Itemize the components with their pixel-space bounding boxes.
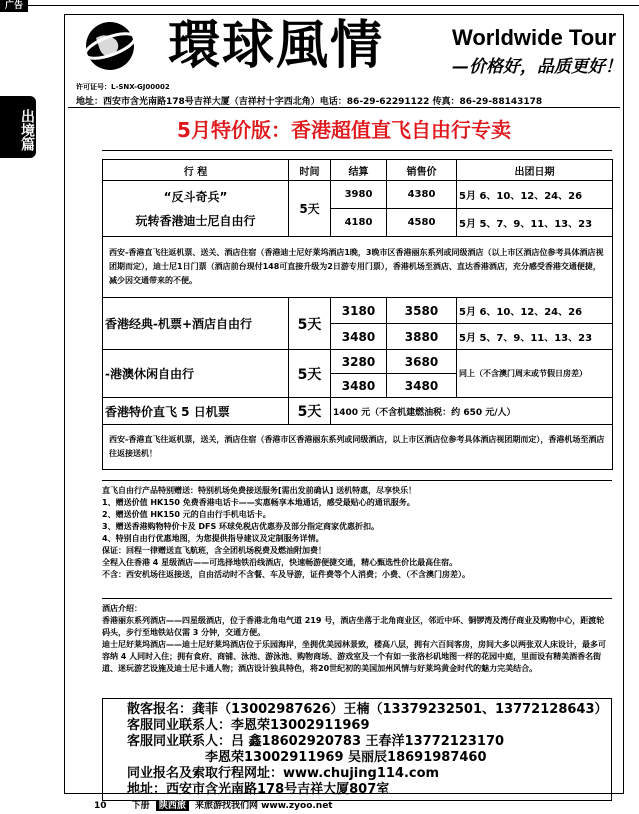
header-dates: 出团日期	[457, 160, 613, 181]
route-classic: 香港经典-机票+酒店自由行	[103, 298, 289, 350]
retail-price: 3880	[387, 324, 457, 350]
feature-item: 2、赠送价值 HK150 元的自由行手机电话卡。	[102, 510, 271, 519]
settle-price: 3280	[331, 350, 387, 374]
header-retail: 销售价	[387, 160, 457, 181]
features-intro: 直飞自由行产品特别赠送：特别机场免费接送服务[需出发前确认] 送机特惠，尽享快乐！	[102, 486, 417, 495]
table-header	[103, 160, 613, 181]
publisher-site: 来旅游找我们网 www.zyoo.net	[194, 801, 333, 811]
settle-price: 3480	[331, 374, 387, 398]
duration: 5天	[289, 181, 331, 237]
contact-line: 客服同业联系人：李恩荣13002911969	[127, 718, 370, 733]
contact-line: 散客报名：龚菲（13002987626）王楠（13379232501、13772128643）	[127, 702, 608, 717]
section-tab: 出境篇	[0, 96, 36, 158]
table-row	[103, 237, 613, 298]
feature-item: 3、赠送香港购物特价卡及 DFS 环球免税店优惠券及部分指定商家优惠折扣。	[102, 522, 380, 531]
brand-name-en: Worldwide Tour	[452, 25, 617, 50]
retail-price: 3480	[387, 374, 457, 398]
contact-line: 李恩荣13002911969 吴丽辰18691987460	[205, 750, 487, 765]
table-row	[103, 398, 613, 425]
office-address: 地址：西安市含光南路178号吉祥大厦807室	[127, 782, 390, 797]
header-settle: 结算	[331, 160, 387, 181]
settle-price: 3180	[331, 298, 387, 324]
table-row	[103, 350, 613, 374]
feature-item: 4、特别自由行优惠地图，为您提供指导建议及定制服务详情。	[102, 534, 324, 543]
package-note: 西安-香港直飞往返机票、送关、酒店住宿（香港迪士尼好莱坞酒店1晚，3晚市区香港丽东系列或同级酒店（以上市区酒店位参考具体酒店视团期而定），迪士尼1日门票（酒店前台现付148可直接升级为2日游专用门票），香港机场至酒店、直达香港酒店，充分感受香港交通便捷，减少因交通带来的不便。	[103, 237, 613, 298]
header-duration: 时间	[289, 160, 331, 181]
departure-dates: 5月 6、10、12、24、26	[457, 181, 613, 209]
duration: 5天	[289, 398, 331, 425]
page-footer	[94, 800, 333, 812]
gift-note: 保证：回程一律赠送直飞航班，含全团机场税费及燃油附加费！	[102, 546, 326, 555]
hotel-note: 全程入住香港 4 星级酒店——可选择地铁沿线酒店，快速畅游便捷交通，精心甄选性价比最高住宿。	[102, 558, 458, 567]
permit-number: 许可证号：L-SNX-GJ00002	[76, 83, 170, 91]
duration: 5天	[289, 298, 331, 350]
divider	[102, 150, 612, 151]
top-rule	[28, 5, 639, 6]
departure-dates: 5月 5、7、9、11、13、23	[457, 209, 613, 237]
website-line: 同业报名及索取行程网址：www.chujing114.com	[127, 766, 440, 781]
ad-tag: 广告	[0, 0, 28, 12]
divider	[68, 107, 620, 108]
header-route: 行 程	[103, 160, 289, 181]
hotels-title: 酒店介绍：	[102, 604, 142, 613]
contact-line: 客服同业联系人：吕 鑫18602920783 王春洋13772123170	[127, 734, 505, 749]
retail-price: 4380	[387, 181, 457, 209]
publisher-badge: 陕西旅	[156, 801, 189, 811]
route-disney	[103, 181, 289, 237]
settle-price: 3980	[331, 181, 387, 209]
page-number: 10	[94, 801, 107, 811]
route-flight-only: 香港特价直飞 5 日机票	[103, 398, 289, 425]
duration: 5天	[289, 350, 331, 398]
exclusions: 不含：西安机场往返接送，自由活动时不含餐、车及导游，证件费等个人消费；小费、（不含澳门房差）。	[102, 570, 470, 579]
settle-price: 4180	[331, 209, 387, 237]
settle-price: 3480	[331, 324, 387, 350]
retail-price: 4580	[387, 209, 457, 237]
route-subtitle: 玩转香港迪士尼自由行	[135, 213, 256, 228]
package-note: 西安-香港直飞往返机票，送关，酒店住宿（香港市区香港丽东系列或同级酒店，以上市区酒店位参考具体酒店视团期而定），香港机场至酒店往返接送机！	[103, 425, 613, 470]
globe-logo-icon	[82, 18, 138, 74]
departure-dates: 5月 6、10、12、24、26	[457, 298, 613, 324]
price-table	[102, 159, 613, 470]
departure-dates: 5月 5、7、9、11、13、23	[457, 324, 613, 350]
features-block	[102, 480, 612, 581]
flight-price: 1400 元（不含机建燃油税：约 650 元/人）	[331, 398, 613, 425]
retail-price: 3580	[387, 298, 457, 324]
table-row	[103, 181, 613, 209]
table-row	[103, 425, 613, 470]
table-row	[103, 298, 613, 324]
agency-address: 地址：西安市含光南路178号吉祥大厦（吉祥村十字西北角）电话：86-29-62291122 传真：86-29-88143178	[76, 97, 543, 107]
route-title: “反斗奇兵”	[163, 189, 228, 204]
volume-label: 下册	[131, 801, 150, 811]
hotel-description: 迪士尼好莱坞酒店——迪士尼好莱坞酒店位于乐园海岸，坐拥优美园林景致，楼高八层，拥有六百间客房，房间大多以两张双人床设计，最多可容纳 4 人同时入住；拥有食府、商铺、泳池、游泳池、购物商场、游戏室及一个有如一张洛杉矶地图一样的花园中庭，里面设有精美酒香名街道、迷玩游艺设施及迪士尼卡通人物；酒店设计独具特色，将20世纪初的美国加州风情与好莱坞黄金时代的魅力完美结合。	[102, 640, 606, 673]
hotels-block	[102, 598, 612, 675]
brand-slogan: —价格好，品质更好！	[452, 57, 622, 77]
feature-item: 1、赠送价值 HK150 免费香港电话卡——实惠畅享本地通话，感受最贴心的通讯服务。	[102, 498, 415, 507]
hotel-description: 香港丽东系列酒店——四星级酒店，位于香港北角电气道 219 号，酒店坐落于北角商业区，邻近中环、铜锣湾及湾仔商业及购物中心，距渡轮码头，步行至地铁站仅需 3 分钟，交通方便。	[102, 616, 605, 637]
contact-block	[102, 698, 612, 801]
brand-name: 環球風情	[168, 16, 385, 76]
route-hk-macau: -港澳休闲自由行	[103, 350, 289, 398]
retail-price: 3680	[387, 350, 457, 374]
headline: 5月特价版：香港超值直飞自由行专卖	[177, 118, 511, 142]
departure-dates: 同上（不含澳门周末或节假日房差）	[457, 350, 613, 398]
